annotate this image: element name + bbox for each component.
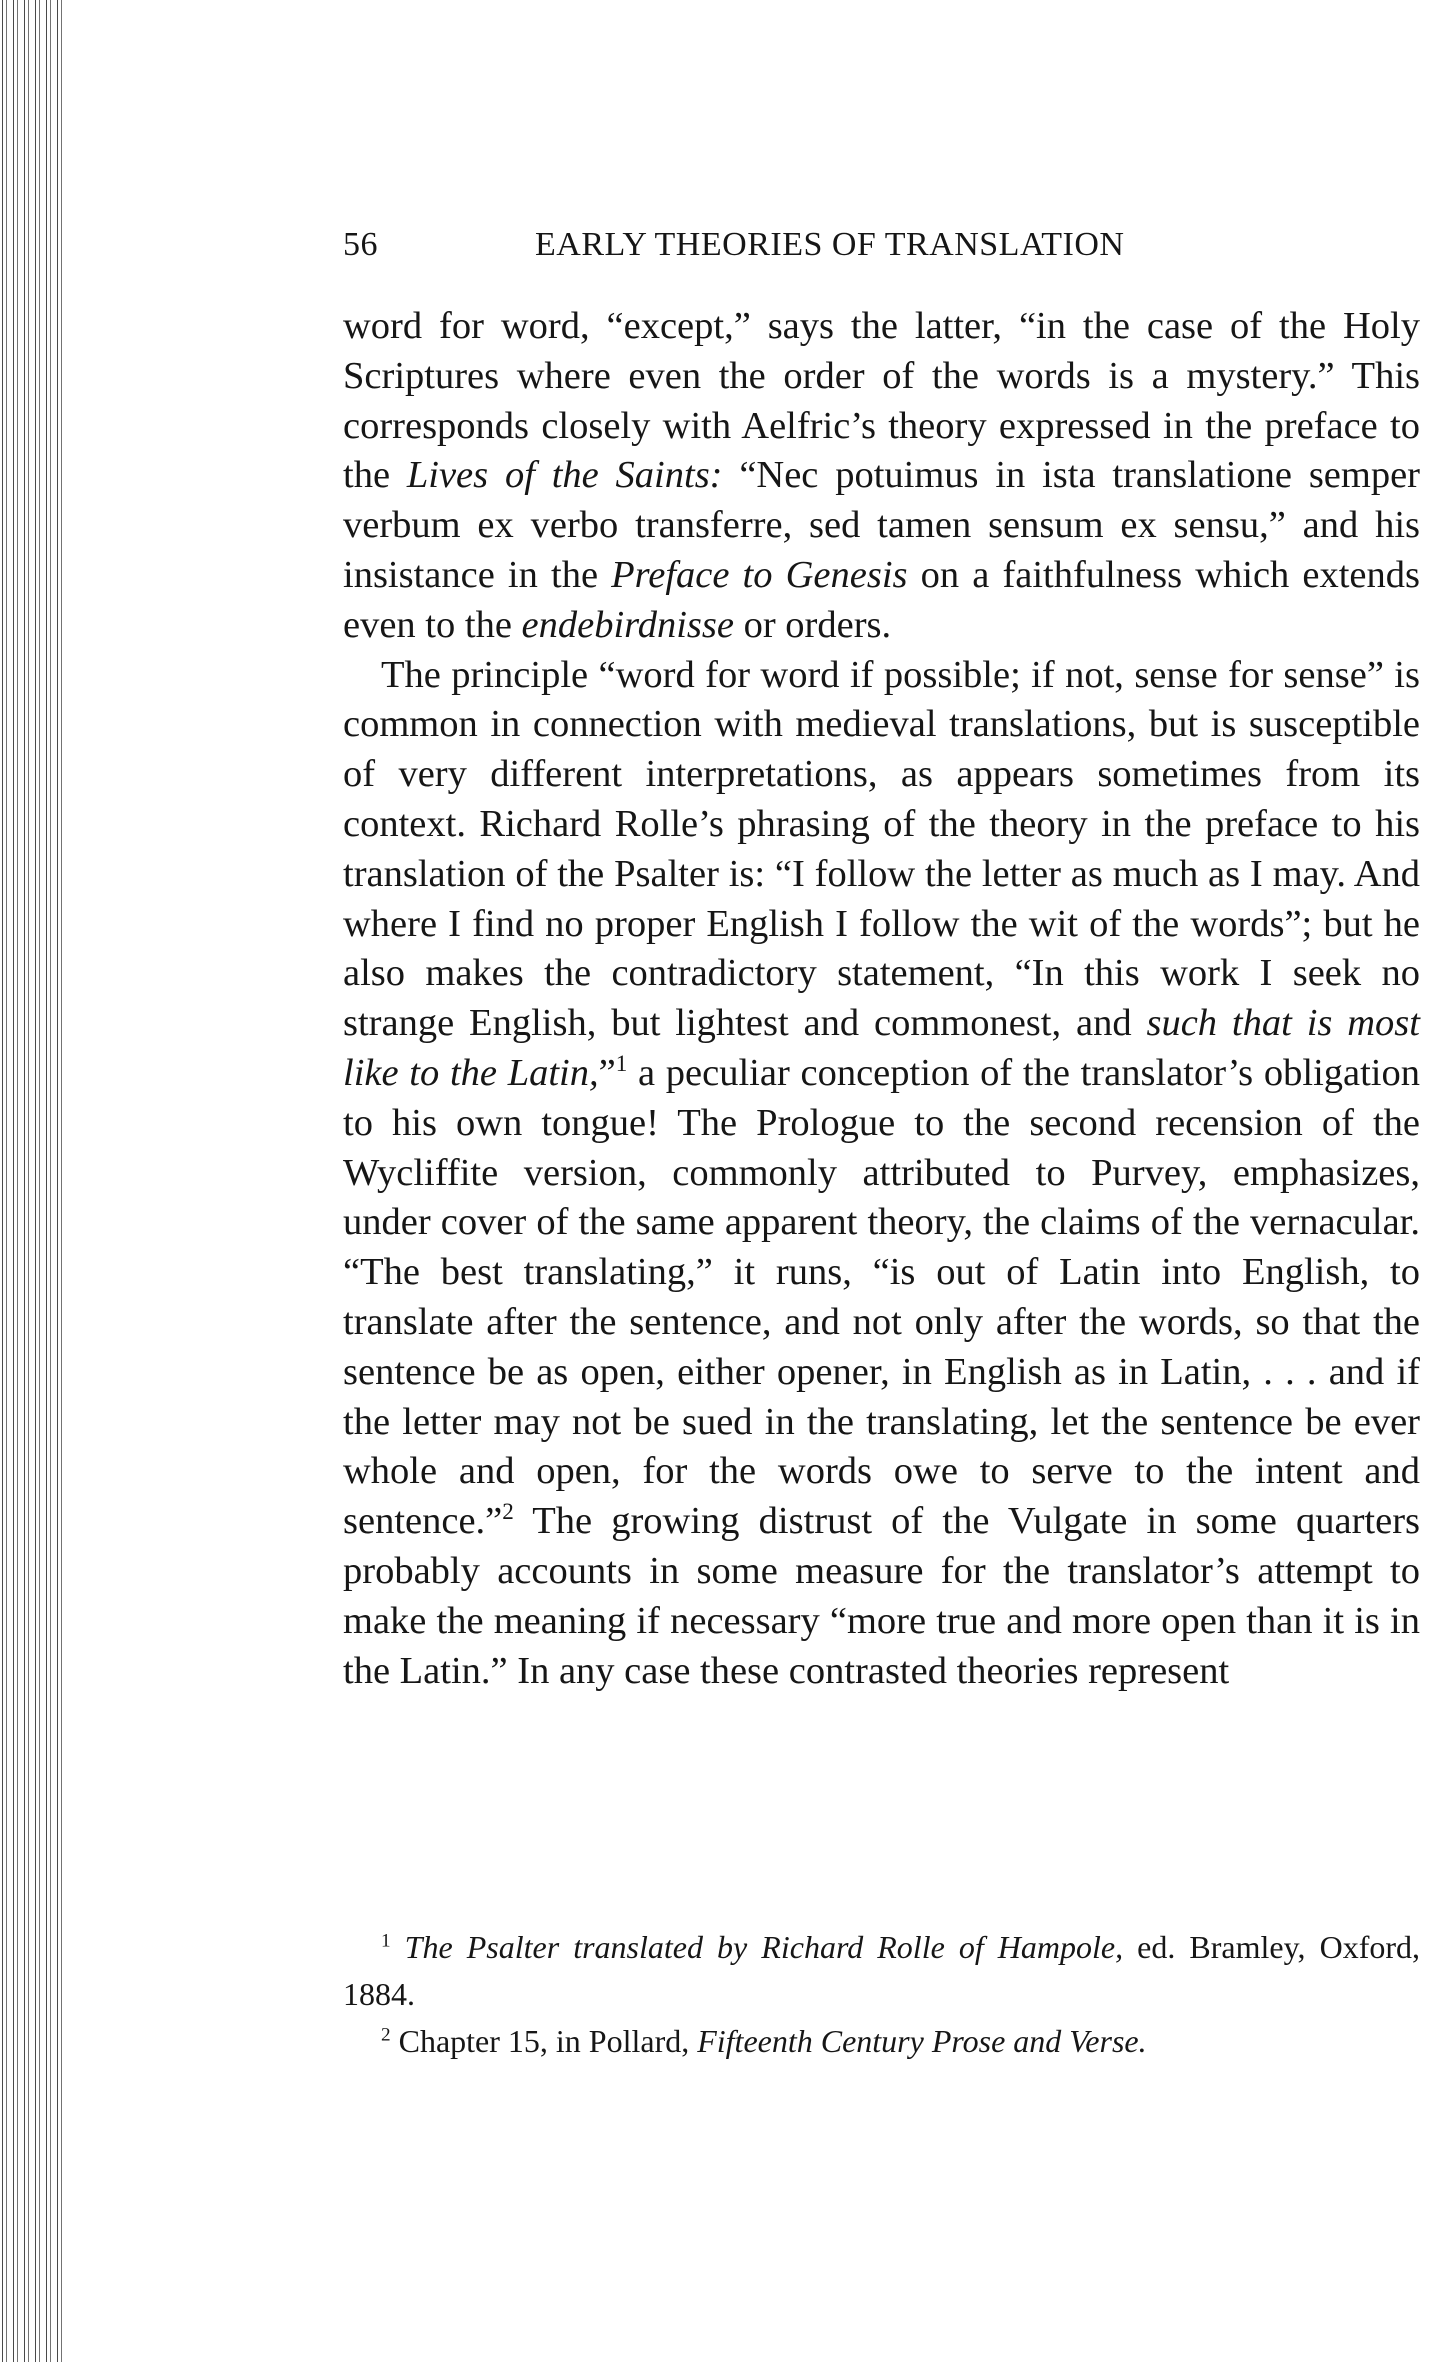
para2-text-1: The principle “word for word if possible; if not, sense for sense” is common in connection with medieval translations, but is susceptible of very different interpretations, as appears sometimes from its context. Richard Rolle’s phrasing of the theory in the preface to his translation of the Psalter is: “I follow the letter as much as I may. And where I find no proper English I follow the wit of the words”; but he also makes the contradictory statement, “In this work I seek no strange English, but lightest and commonest, and bbox=[343, 653, 1430, 1045]
footnote-2 bbox=[343, 2018, 1420, 2065]
para2-text-4: The growing distrust of the Vulgate in some quarters probably accounts in some measure for the translator’s attempt to make the meaning if necessary “more true and more open than it is in the Latin.” In any case these contrasted theories represent bbox=[343, 1500, 1430, 1692]
footnote-2-mark: 2 bbox=[381, 2024, 391, 2046]
footnote-2-plain: Chapter 15, in Pollard, bbox=[398, 2023, 698, 2059]
page-number: 56 bbox=[343, 226, 378, 263]
body-text bbox=[343, 302, 1430, 1696]
para1-italic-endebirdnisse: endebirdnisse bbox=[521, 603, 734, 646]
para2-italic-latin-quote: such that is most like to the Latin, bbox=[343, 1002, 1420, 1094]
chapter-title: EARLY THEORIES OF TRANSLATION bbox=[535, 226, 1125, 263]
footnote-ref-1[interactable]: 1 bbox=[615, 1050, 628, 1077]
footnote-1 bbox=[343, 1924, 1420, 2018]
para1-text-2: “Nec potuimus in ista translatione semper verbum ex verbo transferre, sed tamen sensum ex sensu,” and his insistance in the bbox=[343, 454, 1430, 596]
paragraph-1 bbox=[343, 302, 1430, 651]
paragraph-2 bbox=[343, 651, 1430, 1697]
footnote-1-italic: The Psalter translated by Richard Rolle of Hampole, bbox=[404, 1929, 1124, 1965]
para1-italic-lives-of-the-saints: Lives of the Saints: bbox=[406, 454, 723, 497]
para2-text-2: ” bbox=[598, 1051, 616, 1094]
para1-italic-preface-to-genesis: Preface to Genesis bbox=[611, 553, 908, 596]
para1-text-1: word for word, “except,” says the latter, “in the case of the Holy Scriptures where even the order of the words is a mystery.” This corresponds closely with Aelfric’s theory expressed in the preface to the bbox=[343, 305, 1430, 497]
para2-text-3: a peculiar conception of the translator’s obligation to his own tongue! The Prologue to the second recension of the Wycliffite version, commonly attributed to Purvey, emphasizes, under cover of the same apparent theory, the claims of the vernacular. “The best translating,” it runs, “is out of Latin into English, to translate after the sentence, and not only after the words, so that the sentence be as open, either opener, in English as in Latin, . . . and if the letter may not be sued in the translating, let the sentence be ever whole and open, for the words owe to serve to the intent and sentence.” bbox=[343, 1051, 1430, 1543]
para1-text-3: on a faithfulness which extends even to the bbox=[343, 553, 1430, 646]
scan-binding-edge bbox=[0, 0, 62, 2362]
footnote-1-rest: ed. Bramley, Oxford, 1884. bbox=[343, 1929, 1421, 2012]
footnote-2-italic: Fifteenth Century Prose and Verse. bbox=[697, 2023, 1147, 2059]
footnote-1-mark: 1 bbox=[381, 1930, 391, 1952]
para1-text-4: or orders. bbox=[733, 603, 892, 646]
footnote-ref-2[interactable]: 2 bbox=[502, 1498, 514, 1525]
footnotes bbox=[343, 1924, 1420, 2065]
